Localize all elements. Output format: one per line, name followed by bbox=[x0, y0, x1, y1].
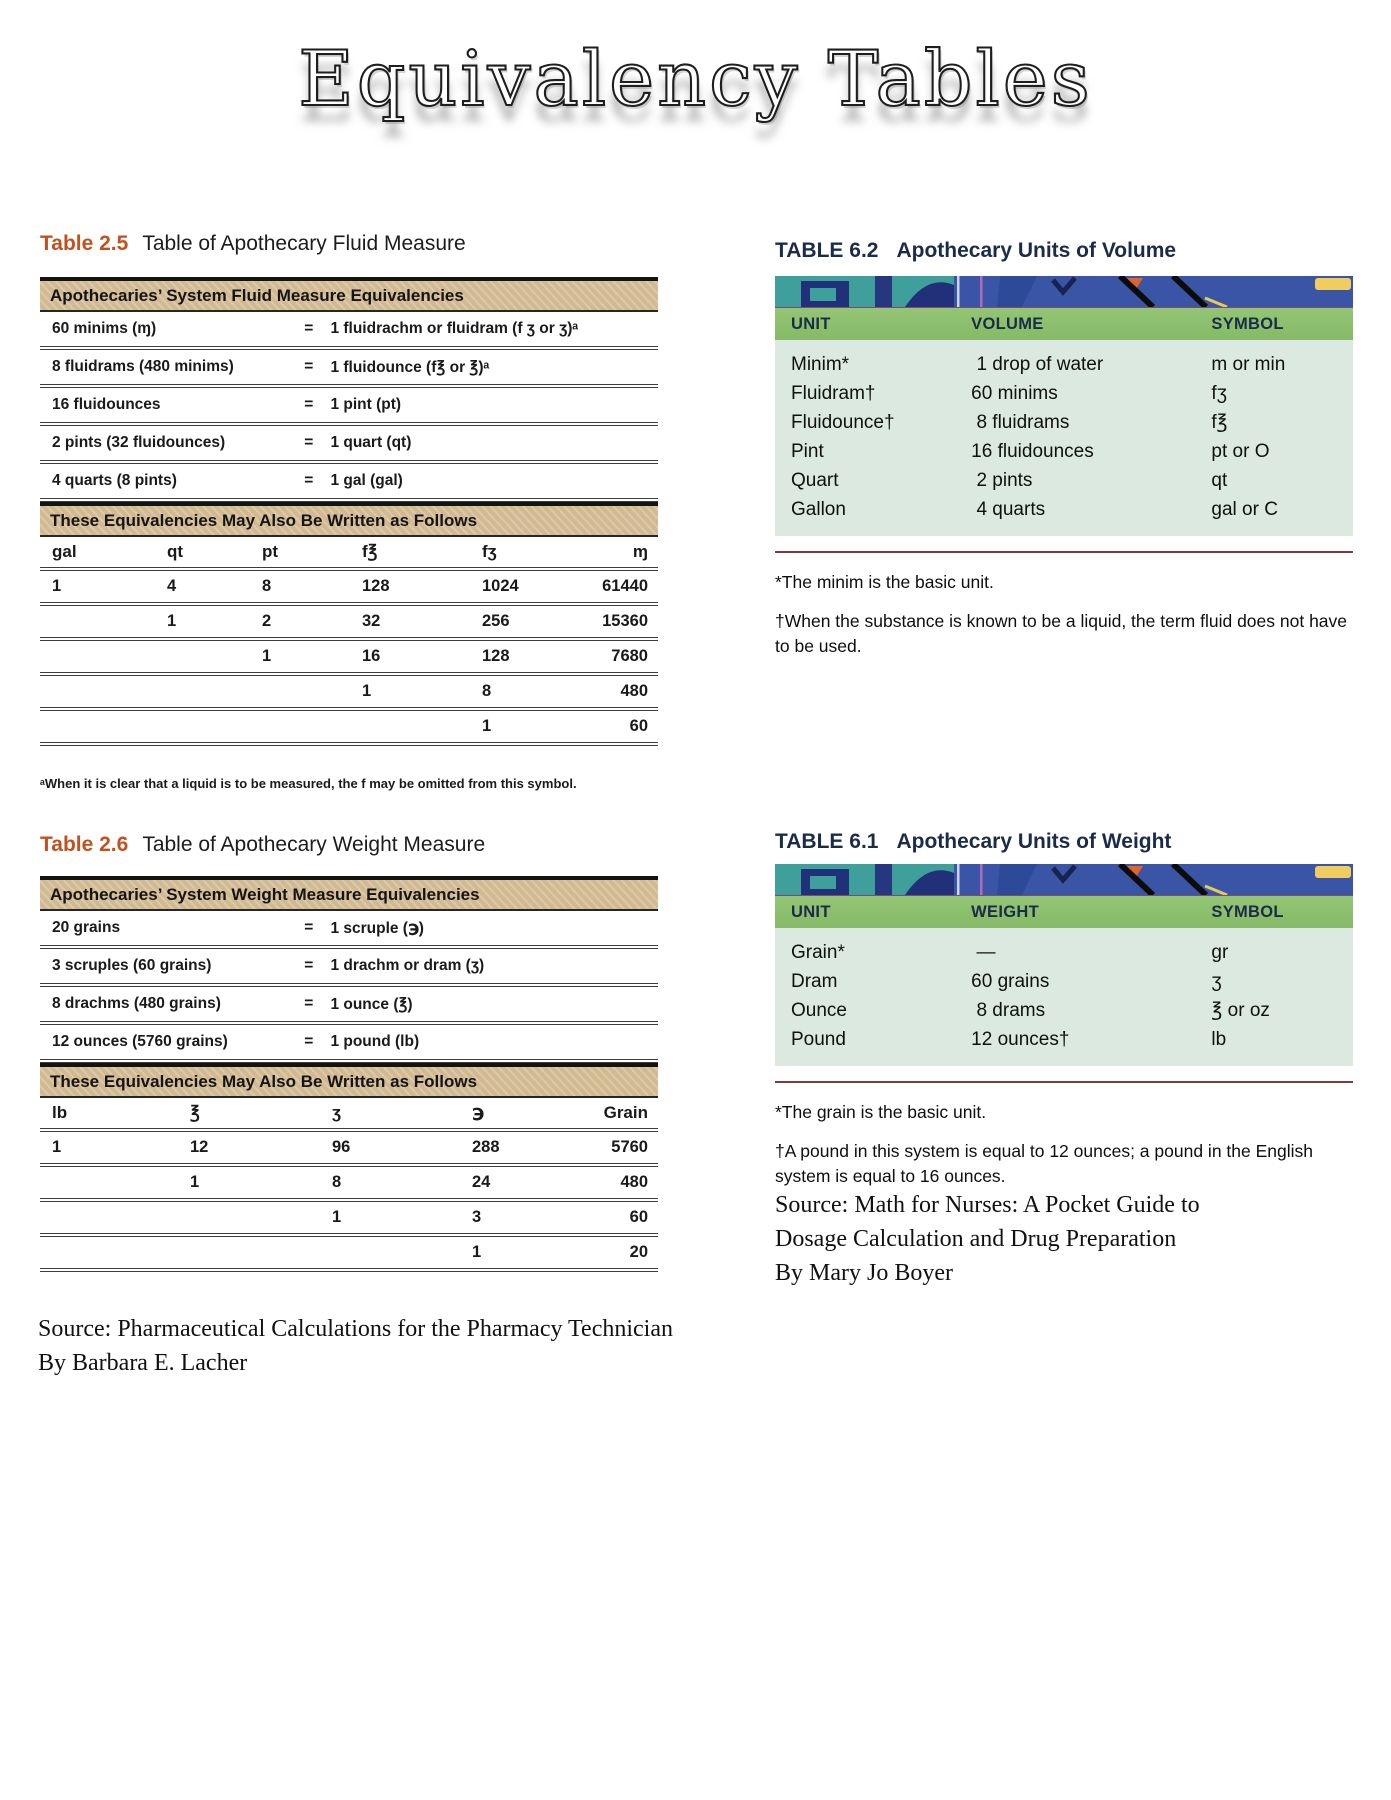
weight-table-caption bbox=[40, 833, 485, 857]
unit-symbol: gr bbox=[1211, 942, 1229, 963]
column-header: SYMBOL bbox=[1211, 903, 1284, 921]
cell: 8 bbox=[262, 577, 272, 595]
unit-name: Ounce bbox=[791, 1000, 847, 1021]
right-source-citation bbox=[775, 1188, 1335, 1290]
equals-sign: = bbox=[304, 434, 314, 451]
column-header: ʒ bbox=[332, 1103, 341, 1122]
volume-footnote-1: *The minim is the basic unit. bbox=[775, 572, 994, 592]
equivalency-row bbox=[40, 987, 658, 1025]
alt-column-header-row bbox=[40, 1098, 658, 1132]
unit-name: Pound bbox=[791, 1029, 846, 1050]
cell: 4 bbox=[167, 577, 177, 595]
cell: 60 bbox=[629, 1208, 648, 1226]
unit-row bbox=[791, 996, 1337, 1025]
weight-table-caption-title: Table of Apothecary Weight Measure bbox=[142, 833, 486, 856]
column-header: gal bbox=[52, 542, 77, 561]
alt-value-row bbox=[40, 1202, 658, 1237]
cell: 480 bbox=[620, 682, 648, 700]
equals-sign: = bbox=[304, 1033, 314, 1050]
cell: 128 bbox=[482, 647, 510, 665]
unit-name: Fluidram† bbox=[791, 383, 876, 404]
unit-row bbox=[791, 938, 1337, 967]
column-header: f℥ bbox=[362, 542, 378, 561]
cell: 24 bbox=[472, 1173, 491, 1191]
unit-name: Minim* bbox=[791, 354, 850, 375]
cell: 256 bbox=[482, 612, 510, 630]
unit-value: — bbox=[971, 942, 996, 963]
equals-sign: = bbox=[304, 995, 314, 1012]
equals-sign: = bbox=[304, 957, 314, 974]
equivalency-left: 2 pints (32 fluidounces) bbox=[52, 434, 226, 451]
weight-units-table bbox=[775, 864, 1353, 1189]
cell: 8 bbox=[332, 1173, 342, 1191]
volume-units-caption bbox=[775, 239, 1176, 263]
decorative-banner-art bbox=[775, 276, 1353, 307]
unit-value: 60 minims bbox=[971, 383, 1058, 404]
page-title: Equivalency Tables bbox=[298, 34, 1093, 123]
weight-units-caption-number: TABLE 6.1 bbox=[775, 830, 879, 853]
equivalency-left: 20 grains bbox=[52, 919, 121, 936]
source-line: Dosage Calculation and Drug Preparation bbox=[775, 1226, 1177, 1253]
equivalency-right: 1 fluidounce (f℥ or ℥)ᵃ bbox=[330, 358, 490, 376]
column-header: ℥ bbox=[190, 1103, 200, 1122]
unit-symbol: m or min bbox=[1211, 354, 1286, 375]
cell: 5760 bbox=[611, 1138, 648, 1156]
source-line: By Mary Jo Boyer bbox=[775, 1260, 953, 1287]
fluid-table-caption-title: Table of Apothecary Fluid Measure bbox=[142, 232, 466, 255]
equivalency-left: 3 scruples (60 grains) bbox=[52, 957, 212, 974]
fluid-table-footnote: ᵃWhen it is clear that a liquid is to be measured, the f may be omitted from this symbol. bbox=[40, 776, 577, 791]
unit-value: 8 drams bbox=[971, 1000, 1046, 1021]
equivalency-right: 1 gal (gal) bbox=[330, 472, 403, 489]
volume-footnote-2: †When the substance is known to be a liquid, the term fluid does not have to be used. bbox=[775, 610, 1348, 656]
unit-name: Quart bbox=[791, 470, 839, 491]
fluid-table-section-header: Apothecaries’ System Fluid Measure Equivalencies bbox=[40, 281, 658, 312]
column-header: SYMBOL bbox=[1211, 315, 1284, 333]
fluid-table-caption-number: Table 2.5 bbox=[40, 232, 129, 255]
weight-table-alt-header: These Equivalencies May Also Be Written as Follows bbox=[40, 1063, 658, 1098]
cell: 1 bbox=[167, 612, 177, 630]
column-header: WEIGHT bbox=[971, 903, 1039, 921]
source-line: By Barbara E. Lacher bbox=[38, 1350, 248, 1377]
column-header: fʒ bbox=[482, 542, 497, 561]
unit-symbol: pt or O bbox=[1211, 441, 1270, 462]
column-header: UNIT bbox=[791, 903, 831, 921]
equals-sign: = bbox=[304, 396, 314, 413]
equivalency-left: 12 ounces (5760 grains) bbox=[52, 1033, 228, 1050]
cell: 60 bbox=[629, 717, 648, 735]
fluid-table-alt-header: These Equivalencies May Also Be Written as Follows bbox=[40, 502, 658, 537]
alt-column-header-row bbox=[40, 537, 658, 571]
units-header-row bbox=[775, 307, 1353, 340]
volume-units-caption-number: TABLE 6.2 bbox=[775, 239, 879, 262]
alt-value-row bbox=[40, 711, 658, 746]
weight-table-caption-number: Table 2.6 bbox=[40, 833, 129, 856]
unit-symbol: qt bbox=[1211, 470, 1228, 491]
alt-value-row bbox=[40, 571, 658, 606]
weight-measure-table bbox=[40, 876, 658, 1272]
column-header: ɱ bbox=[632, 542, 648, 561]
column-header: lb bbox=[52, 1103, 68, 1122]
unit-value: 16 fluidounces bbox=[971, 441, 1094, 462]
cell: 15360 bbox=[602, 612, 648, 630]
cell: 8 bbox=[482, 682, 492, 700]
unit-value: 1 drop of water bbox=[971, 354, 1104, 375]
weight-units-caption bbox=[775, 830, 1171, 854]
unit-row bbox=[791, 437, 1337, 466]
equivalency-right: 1 fluidrachm or fluidram (f ʒ or ʒ)ᵃ bbox=[330, 320, 579, 337]
equivalency-left: 4 quarts (8 pints) bbox=[52, 472, 177, 489]
cell: 61440 bbox=[602, 577, 648, 595]
equals-sign: = bbox=[304, 472, 314, 489]
unit-row bbox=[791, 967, 1337, 996]
left-source-citation bbox=[38, 1312, 718, 1380]
equivalency-row bbox=[40, 911, 658, 949]
fluid-table-caption bbox=[40, 232, 466, 256]
column-header: Grain bbox=[603, 1103, 648, 1122]
unit-value: 12 ounces† bbox=[971, 1029, 1070, 1050]
volume-units-caption-title: Apothecary Units of Volume bbox=[896, 239, 1177, 262]
equivalency-left: 8 fluidrams (480 minims) bbox=[52, 358, 234, 375]
cell: 1 bbox=[332, 1208, 342, 1226]
unit-value: 8 fluidrams bbox=[971, 412, 1070, 433]
unit-row bbox=[791, 1025, 1337, 1054]
alt-value-row bbox=[40, 1132, 658, 1167]
unit-value: 2 pints bbox=[971, 470, 1033, 491]
equivalency-right: 1 pound (lb) bbox=[330, 1033, 420, 1050]
decorative-banner-art bbox=[775, 864, 1353, 895]
cell: 1 bbox=[262, 647, 272, 665]
fluid-measure-table bbox=[40, 277, 658, 746]
equivalency-row bbox=[40, 1025, 658, 1063]
weight-footnote-1: *The grain is the basic unit. bbox=[775, 1102, 987, 1122]
unit-name: Dram bbox=[791, 971, 838, 992]
equals-sign: = bbox=[304, 320, 314, 337]
source-line: Source: Math for Nurses: A Pocket Guide to bbox=[775, 1192, 1200, 1218]
unit-name: Pint bbox=[791, 441, 824, 462]
equivalency-left: 16 fluidounces bbox=[52, 396, 161, 413]
units-header-row bbox=[775, 895, 1353, 928]
cell: 3 bbox=[472, 1208, 482, 1226]
cell: 16 bbox=[362, 647, 381, 665]
unit-value: 4 quarts bbox=[971, 499, 1046, 520]
equivalency-right: 1 ounce (℥) bbox=[330, 995, 413, 1013]
cell: 1 bbox=[362, 682, 372, 700]
unit-value: 60 grains bbox=[971, 971, 1050, 992]
table-bottom-rule bbox=[775, 551, 1353, 553]
cell: 32 bbox=[362, 612, 381, 630]
units-table-body bbox=[775, 928, 1353, 1066]
alt-value-row bbox=[40, 641, 658, 676]
unit-symbol: gal or C bbox=[1211, 499, 1278, 520]
equivalency-row bbox=[40, 426, 658, 464]
alt-value-row bbox=[40, 1167, 658, 1202]
equivalency-row bbox=[40, 464, 658, 502]
unit-row bbox=[791, 495, 1337, 524]
cell: 1024 bbox=[482, 577, 519, 595]
column-header: qt bbox=[167, 542, 184, 561]
cell: 1 bbox=[190, 1173, 200, 1191]
column-header: UNIT bbox=[791, 315, 831, 333]
unit-row bbox=[791, 408, 1337, 437]
alt-value-row bbox=[40, 676, 658, 711]
volume-units-table bbox=[775, 276, 1353, 659]
cell: 480 bbox=[620, 1173, 648, 1191]
source-line: Source: Pharmaceutical Calculations for the Pharmacy Technician bbox=[38, 1316, 673, 1342]
cell: 7680 bbox=[611, 647, 648, 665]
equivalency-left: 60 minims (ɱ) bbox=[52, 320, 157, 337]
weight-units-caption-title: Apothecary Units of Weight bbox=[896, 830, 1172, 853]
cell: 12 bbox=[190, 1138, 209, 1156]
unit-symbol: ℥ or oz bbox=[1211, 1000, 1270, 1021]
weight-table-section-header: Apothecaries’ System Weight Measure Equivalencies bbox=[40, 880, 658, 911]
unit-name: Grain* bbox=[791, 942, 845, 963]
equivalency-row bbox=[40, 388, 658, 426]
weight-footnote-2: †A pound in this system is equal to 12 ounces; a pound in the English system is equal to 16 ounces. bbox=[775, 1140, 1313, 1186]
cell: 1 bbox=[472, 1243, 482, 1261]
unit-symbol: lb bbox=[1211, 1029, 1227, 1050]
equivalency-right: 1 pint (pt) bbox=[330, 396, 402, 413]
equivalency-right: 1 quart (qt) bbox=[330, 434, 412, 451]
cell: 2 bbox=[262, 612, 272, 630]
equivalency-row bbox=[40, 949, 658, 987]
cell: 96 bbox=[332, 1138, 351, 1156]
unit-symbol: ʒ bbox=[1211, 971, 1222, 992]
equivalency-row bbox=[40, 312, 658, 350]
unit-row bbox=[791, 350, 1337, 379]
units-table-body bbox=[775, 340, 1353, 536]
cell: 1 bbox=[52, 577, 62, 595]
equivalency-right: 1 drachm or dram (ʒ) bbox=[330, 957, 485, 974]
unit-symbol: fʒ bbox=[1211, 383, 1228, 404]
column-header: pt bbox=[262, 542, 279, 561]
equivalency-row bbox=[40, 350, 658, 388]
unit-name: Fluidounce† bbox=[791, 412, 895, 433]
alt-value-row bbox=[40, 606, 658, 641]
alt-value-row bbox=[40, 1237, 658, 1272]
unit-row bbox=[791, 379, 1337, 408]
cell: 1 bbox=[482, 717, 492, 735]
equals-sign: = bbox=[304, 919, 314, 936]
equivalency-left: 8 drachms (480 grains) bbox=[52, 995, 221, 1012]
cell: 288 bbox=[472, 1138, 500, 1156]
equals-sign: = bbox=[304, 358, 314, 375]
unit-symbol: f℥ bbox=[1211, 412, 1228, 433]
cell: 1 bbox=[52, 1138, 62, 1156]
unit-row bbox=[791, 466, 1337, 495]
column-header: VOLUME bbox=[971, 315, 1044, 333]
column-header: ℈ bbox=[472, 1103, 484, 1122]
cell: 20 bbox=[629, 1243, 648, 1261]
table-bottom-rule bbox=[775, 1081, 1353, 1083]
cell: 128 bbox=[362, 577, 390, 595]
equivalency-right: 1 scruple (℈) bbox=[330, 919, 424, 937]
unit-name: Gallon bbox=[791, 499, 846, 520]
